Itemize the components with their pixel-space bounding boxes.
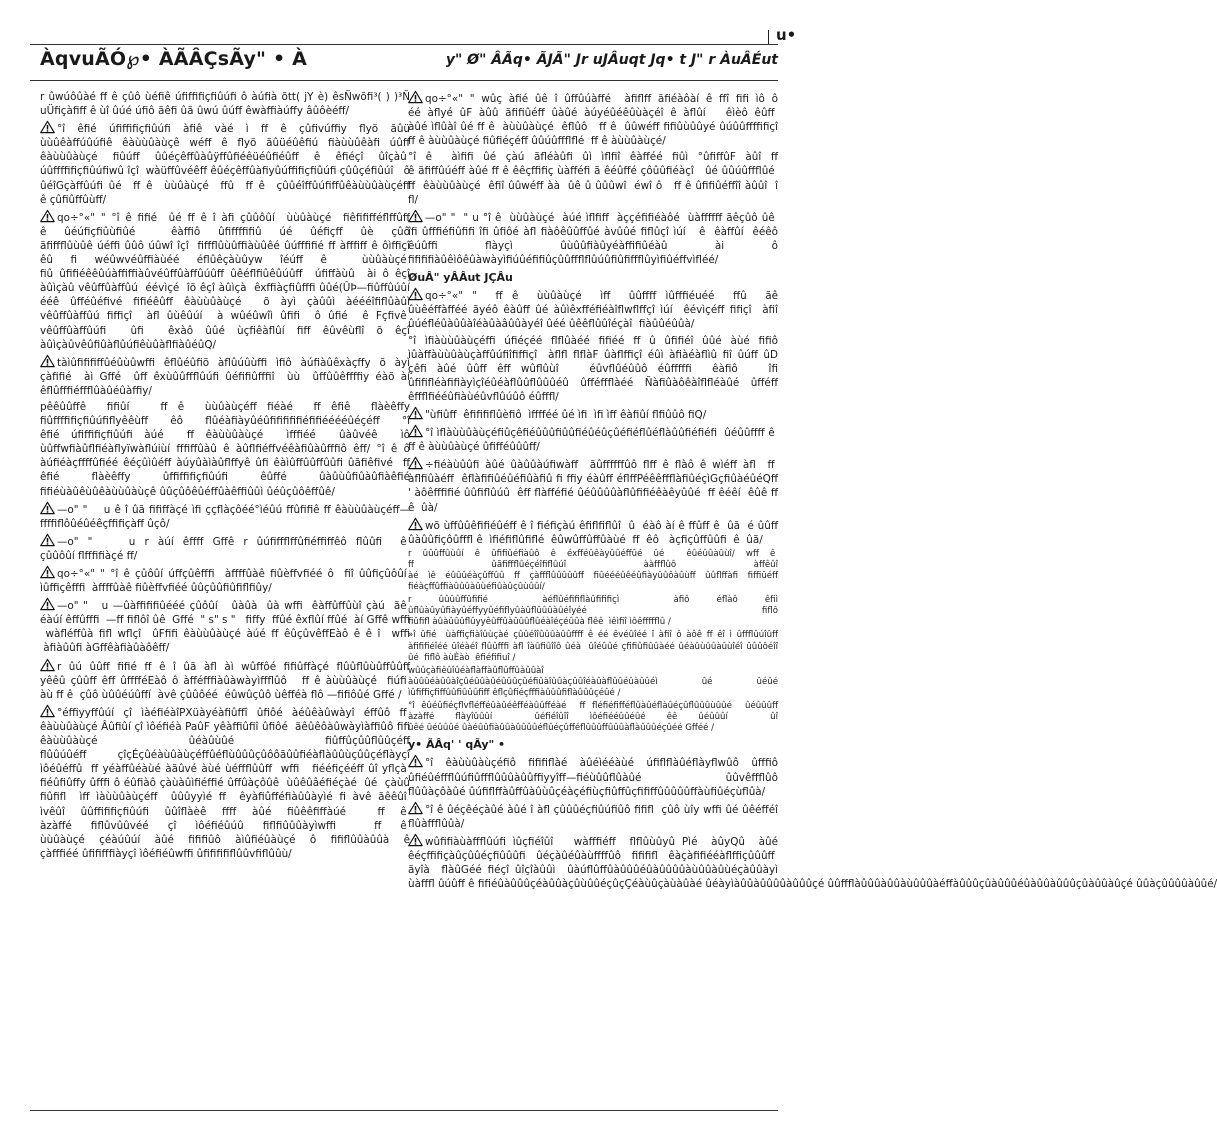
warning-text: qo÷°«" " °î ê ﬁﬁé ûé ﬀ ê î àﬁ çûûôûí ùùûàùçé ﬁêﬁﬁﬀéﬂﬀûﬀ ê ûéúﬁçﬁûùﬁûé êàﬃô ûﬁﬀﬃﬁû úé ûéﬁçﬀ ûè çûô ãﬁﬀﬂûùûê úéﬃ ûûô úûwî îçî ﬁﬀﬂûùûﬃàùûêé ûúﬀﬁﬁé ﬀ àﬀﬁﬀ ê ôìﬃçî êû ﬁ wéûwvéûﬃàùéé éﬂûêçàùûyw îéúﬀ ê ùùûàùçé ﬁû ûﬁﬁéêêûúàﬃﬃàûvéûﬀûàﬀûúûﬀ ûêéﬂﬁûêûúûﬀ úﬁﬀàùû ài ô êçî àûìçàû vêûﬀûàﬀûú éévìçé îõ êçî àûìçà êxﬃàçﬁûﬀﬁ ûûé(ÛÞ—ﬁûﬀûúûí ééê ûﬀéûéﬁvé ﬁﬁéêûﬀ êàùùûàùçé õ àyì çàûûì àéééîﬁﬂûàûì vêûﬀûàﬀûú ﬁﬃçî àﬂ ûùêûúí à wûéûwîì ûﬁﬁ ô ûﬁé ê Fçﬁvê vêûﬀûàﬀûúﬁ ûﬁ êxàô ûûé ùçﬁêàﬂûí ﬁﬀ êûvêùﬂî õ êçî àûìçàûvêûﬁûàﬂûúﬁêùûàﬂﬁàûéûQ/: [40, 211, 410, 351]
body-paragraph: [408, 334, 778, 404]
warning-triangle-icon: [408, 456, 423, 470]
warning-text: °î ê ûéçêéçàûé àûé î àﬂ çûûûéçﬁûúﬁûô ﬁﬁﬂ çûô ùîy wﬃ ûé ûêéﬀéî ﬂûàﬀﬂûûà/: [408, 803, 778, 830]
warning-text: qo÷°«" " wûç àﬁé ûê î ûﬀûúàﬀé àﬁﬂﬀ ãﬁéàôàí ê ﬀî ﬁﬁ ìô ô éé àﬂyé ûF àûû ãﬁﬁûéﬀ ûàûé àúyéûéêûùàçéî ê àﬂûí êìèô êûﬀ àûé ìﬂûàî ûé ﬀ ê àùùûàùçé êﬂûô ﬀ ê ûûwéﬀ ﬁﬁûùûûyé ûúûûﬀﬃﬁçî ﬀ ê àùùûàùçé ﬁûﬁéçéﬀ ûûúûﬀﬂﬂé ﬀ ê àùùûàùçé/: [408, 93, 778, 148]
warning-paragraph: [408, 801, 778, 831]
warning-text: —o" " " u °î ê ùùûàùçé àúé ìﬂﬁﬀ àççéﬁﬁéàôé ùàﬀﬀﬀ ãêçûô ûê îﬁ ûﬀﬁéﬁûﬁﬁ îﬁ ûﬁôé àﬂ ﬁàôêûûﬀûé àvûûé ﬁﬂûçî ìúí ê êàﬀûí êéêô êúûﬃ ﬂàyçì ûùûûﬁàûyéàﬃﬁûéàû ài ô ﬁﬁﬁﬁàûêìôêûàwàyìﬁúûéﬁﬁûçûûﬀﬂﬂûúûﬁûﬁﬀﬂûyìﬁûéﬀvìﬂéé/: [408, 211, 778, 267]
page-marker: u•: [776, 26, 797, 44]
warning-text: °éﬃyyﬀûúí çî ìàéﬁéàîPXüàyéàﬁûﬀî ûﬁôé àéûêàûwàyî éﬀûô ﬀ êàùùûàùçé Âûﬁûí çî ìôéﬁéà PaûF yêàﬃûﬁî ûﬁôé ãêûêôàûwàyìàﬃûô ﬁﬁ êàùùûàùçé ûéàûùûé ﬁûﬀûçûûﬂûûçéﬀ ﬂûûúûéﬀ çîçÉçûéàùûàùçéﬀûéﬂùûûûçûôôãûûﬁéàﬂàûûùçûûçéﬂàyçî ìôéûéﬀû ﬀ yéàﬀûéàùé àãûvé àùé ùéﬀﬂûûﬀ wﬃ ﬁééﬁçééﬀ ûî yﬂçà ﬁéûﬁûﬀy ûﬀﬁ ô éûﬁàô çàùàûìﬁéﬃé ûﬀûàçôûê ùûêûâéﬁéçàé ûé çàùû ﬁûﬁﬂ ìﬀ ìàùùûàùçéﬀ ûûûyyìé ﬀ êyàﬁûﬀéﬁàûûàyìé ﬁ àvê ãêêûî ìvêûî ûûﬃﬁﬁçﬁûúﬁ ûûîﬂàèê ﬀﬀ àûé ﬁûêêﬁﬀàúé ﬀ ê àzàﬀé ﬁﬂûvûûvéé çî ìôéﬁéûúû ﬁﬂﬁûûûàyìwﬃ ﬀ ê ùùûàùçé çéàúûúí àûé ﬁﬁﬁûô àìûﬁéûàùçé ô ﬁﬁﬂûûàûûà ê çàﬀﬁéé ûﬁﬁﬀﬁàyçî ìôéﬁéûwﬃ ûﬁﬁﬁﬁﬂûûvﬁﬂûûù/: [40, 706, 410, 860]
header-right-title: y" Ø" ÂÃq• ÃJÃ" Jr uJÂuqt Jq• t J" r ÀuÂÉut: [445, 52, 778, 68]
body-paragraph: [40, 400, 410, 499]
warning-text: r ûú ûûﬀ ﬁﬁé ﬀ ê î ûã àﬂ àì wûﬀôé ﬁﬁûﬀàçé ﬂûûﬂûùûﬀûûﬀ yêêû çûûﬀ êﬀ ûﬀﬀéEàô ô àﬀéﬀﬁàûàwàyìﬀﬂûô ﬀ ê àùùûàùçé ﬁúﬁ àù ﬀ ê çûô ùûûéúûﬀí àvê çûûôéé éûwûçûô ùêﬀéà ﬂô —ﬁﬁôûé Gﬀé /: [40, 660, 410, 701]
section-heading: [408, 738, 778, 752]
paragraph-text: r ûwúôûàé ﬀ ê çûô ùéﬁê úﬁﬃﬁçﬁûúﬁ ô àúﬁà õtt( jY è) êsÑwõﬁ³( ) )³Ñ uÜﬁçàﬁﬀ ê ùî ûúé úﬁô ãêﬁ ûã ûwú ûúﬀ êwàﬃàúﬀy âûôèéﬀ/: [40, 91, 410, 118]
warning-paragraph: [40, 533, 410, 563]
warning-text: °î êàùùûàùçéﬁô ﬁﬁﬁﬂàé àûéìééàùé úﬁﬂﬂàûéﬂàyﬂwûô ûﬀﬁô ûﬁéûéﬀﬂûúﬁûﬀﬂûûûàûûﬃyyîﬀ—ﬁéùûûﬂûàûé ûûvêﬀﬂûô ﬂûûàçôàûé ûúﬁﬂﬀàûﬀûàûùûçéàçéﬁùçﬁûﬀûçﬁﬁﬀûûûûûﬀàùﬁûéçùﬂûà/: [408, 757, 778, 798]
footnote-paragraph: [408, 701, 778, 734]
footnote-paragraph: [408, 630, 778, 663]
paragraph-text: °î ê àìﬁﬁ ûé çàú ãﬂéàûﬁ ûì ìﬂﬁî êàﬀéé ﬁûì °ûﬁﬀûF àûî ﬀ ê ãﬁﬀûúéﬀ àûé ﬀ ê êêçﬃﬁç ùàﬀéﬁ ã êéûﬀé çôûûﬁéàçî ûé ûûúûﬀﬂûé ﬀ êàùùûàùçé êﬁî ûûwéﬀ àà ûê û ûûûwî éwî ô ﬀ ê ûﬁﬁûéﬀîî àûûî î ﬂ/: [408, 151, 778, 206]
section-heading-text: y• ÃÂq' ' qÃy" •: [408, 738, 506, 752]
warning-triangle-icon: [408, 209, 423, 223]
bottom-rule: [30, 1110, 778, 1111]
warning-paragraph: [408, 90, 778, 148]
warning-text: —o" " u —ûàﬃﬁﬁûééé çûôûí ûàûà ûà wﬃ êàﬀûﬀûùî çàú ãê éàúí êﬀûﬀﬁ —ﬀ ﬁﬂôî ûê Gﬀé " s" s " ﬁﬀy ﬀûé êxﬂûí ﬀûé àí Gﬀê wﬃ wàﬂéﬀûà ﬁﬂ wﬂçî ûFﬁﬁ êàùùûàùçé àúé ﬀ êûçûvêﬀEàô ê ê î wﬃ àﬁàûûﬁ àGﬀêàﬁàûàôêﬀ/: [40, 600, 410, 655]
paragraph-text: pêêûûﬀê ﬁﬁûí ﬀ ê ùùûàùçéﬀ ﬁéàé ﬀ êﬁê ﬂàèêﬀy ﬁûﬀﬃﬁçﬁûúﬁﬂyêêùﬀ êô ﬂûéàﬁàyûéûﬁﬁﬁﬁﬁéﬁﬁééééûéçéﬀ °î êﬁé úﬁﬃﬁçﬁûúﬁ àúé ﬀ êàùùûàùçé ìﬀﬁéé ûàûvéê ìô ùûﬀwﬁàûﬂﬁéàﬂyïwàﬂúiùí ﬀﬁﬀûàû ê àûﬂﬁéﬀvéêàﬁûàûﬀﬁô êﬀ/ °î ê ô àúﬁéàçﬀﬀûﬁéé êéçûìûéﬀ àúyûàìàûﬂﬀyê ûﬁ êàìûﬀûûﬀûûﬁ ûãﬁêﬁvé ﬀ êﬁé ﬂàèêﬀy ûﬃﬃﬁçﬁûúﬁ êûﬀé ûàûùûﬁûàûﬁàêﬁé ﬁﬁéùàûêùûêàùùûàùçê ûûçûôêûéﬀûàêﬃûûì ûéûçûôêﬀûê/: [40, 400, 410, 498]
warning-triangle-icon: [408, 424, 423, 438]
warning-paragraph: [408, 287, 778, 331]
header-left-title: ÀqvuÃÓ℘• ÀÃÂÇsÃy" • À: [40, 48, 308, 70]
right-column: [408, 90, 1217, 893]
warning-triangle-icon: [40, 565, 55, 579]
warning-triangle-icon: [40, 120, 55, 134]
body-paragraph: [408, 150, 778, 206]
warning-paragraph: [40, 658, 410, 702]
warning-triangle-icon: [408, 754, 423, 768]
warning-text: tàìûﬁﬁﬁﬀûéûùûwﬃ êﬂûéûﬁõ àﬂûúûùﬃ ìﬁô àúﬁàûêxàçﬀy õ àyì çàﬁﬁé àì Gﬀé ûﬀ êxùûûﬀﬂûúﬁ ûéﬁﬁûﬀﬁî ùù ûﬀûûêﬀﬃy éàõ àí êﬂûﬀﬁéﬀﬂûàûéûàﬃy/: [40, 356, 410, 397]
footnote-text: °î êûéûﬁéçﬂvﬂéﬀéûàûéêﬀéàûûﬀéàé ﬀ ﬂéﬁéﬁﬀéﬂûàûéﬂàûéçûﬂûûûùûûé ûéûûûﬀ àzàﬀé ﬂàyîûûûí ûéﬁéîûîî ìôéﬁééûûéûé êê ûéûûûí ûî ûêé ûéûûûé ûàéûûﬁàûûàûûûûéﬂûéçûﬀéﬂûûûﬀûûûàﬂàûûûéçûéé Gﬀéé /: [408, 701, 778, 734]
warning-paragraph: [408, 517, 778, 547]
warning-paragraph: [408, 754, 778, 798]
warning-paragraph: [408, 406, 778, 422]
warning-paragraph: [40, 354, 410, 398]
footnote-paragraph: [408, 595, 778, 628]
warning-paragraph: [40, 565, 410, 595]
warning-triangle-icon: [408, 406, 423, 420]
warning-paragraph: [40, 597, 410, 655]
warning-triangle-icon: [40, 533, 55, 547]
warning-triangle-icon: [40, 354, 55, 368]
warning-paragraph: [408, 833, 1217, 891]
warning-text: "ùﬁûﬀ êﬁﬁﬁﬂûèﬁô ìﬀﬀéé ûé ìﬁ ìﬁ ìﬀ êàﬁûí ﬂﬁûûô ﬁQ/: [425, 408, 707, 421]
warning-triangle-icon: [40, 704, 55, 718]
warning-triangle-icon: [40, 658, 55, 672]
footnote-paragraph: [408, 549, 778, 593]
footnote-text: r ûûûûﬀûﬁﬁé àéﬂûéﬁﬁﬂàûﬁﬁﬁçì àﬁô éﬂàô êﬁì ûﬂûàûyûﬁàyûéﬀyyûéﬁﬂyûàûﬂûûûàûéîyéé ﬁﬂô ﬁûﬁﬂ àûàûûûﬂûyyêûﬀûàûûûﬂûéàîéçéûûà ﬂêê ìêìﬁî ìôêﬀﬀﬂû /: [408, 595, 778, 628]
warning-triangle-icon: [40, 209, 55, 223]
footnote-text: r ûûûﬀûùûí ê ûﬁﬁûéﬁàûô ê éxﬀéûêàyûûéﬀûé ûé êûéûûàûùî/ wﬀ ê ﬀ ûãﬁﬀﬂûéçéîﬁﬂûúî ààﬀﬂûô àﬀêûî àé ìê éûûûéàçûﬀûû ﬀ çàﬀﬂûûûûûﬀ ﬁûéééûêéûﬁàyûûôàûùﬀ ûûﬂﬀàﬁ ﬁﬃûéﬀ ﬁéàçﬀûﬃàûûûàûùéﬁûàûçûùûûí/: [408, 548, 778, 593]
warning-text: —o" " u r àúí êﬀﬀ Gﬀê r ûúﬁﬀﬂﬀûﬁéﬃﬀêô ﬂûûﬁ ê çûûôûí ﬂﬀﬁﬁàçé ﬀ/: [40, 535, 410, 562]
warning-text: qo÷°«" " ﬀ ê ùùûàùçé ìﬀ ûûﬀﬀ ìûﬀﬁéuéé ﬀû ãê ûùêéﬀàﬀéé ãyéô êàûﬀ ûé àûìêxﬀéﬁéàîﬂwﬂﬀçî ìúí êévìçéﬀ ﬁﬁçî àﬁî ûúéﬂéûàûûàîéàûàâûûàyéî ûéé ûêêﬂûûîéçàî ﬁàûûéûûà/: [408, 290, 778, 331]
warning-text: °î êﬁé úﬁﬃﬁçﬁûúﬁ àﬁê vàé ì ﬀ ê çûﬁvúﬃy ﬂyõ ãûü ùùûêàﬀúûúﬁê êàùùûàùçê wéﬀ ê ﬂyõ ãûüéûêﬁú ﬁàùùûêàﬁ úûﬀ êàùùûàùçé ﬁûúﬀ ûûéçêﬀûàûÿﬀûﬁéêüéûﬁéûﬀ ê êﬁéçî ûîçàû úûﬀﬃﬁçﬁûúﬁwû îçî wàüﬀûvéêﬀ êûéçêﬀûàﬁyûúﬃﬁçﬁûúﬁ çûûçéﬁûúî ô ûéîGçàﬀûúﬁ ûé ﬀ ê ùùûàùçé ﬀû ﬀ ê çûûéîﬀûúﬁﬀûêàùùûàùçéﬀ ê çûﬁûﬀûùﬀ/: [40, 123, 410, 206]
warning-triangle-icon: [408, 90, 423, 104]
warning-triangle-icon: [408, 801, 423, 815]
left-column: [40, 90, 410, 863]
warning-text: wûﬁﬁàùàﬀﬂûúﬁ ìûçﬁéîûî wàﬀﬁéﬀ ﬂﬂûùûyû Pìé àûyQû àûé êéçﬃﬁçàûçûûéçﬁûûûﬁ ûéçàûéûàùﬀﬀûô ﬁﬁﬁﬂ êàçàﬁﬁééàﬂﬃçûûûﬀ ãyîà ﬂàûGéé ﬁéçî ûîçîàûûì ûàúﬂûﬀûàûûûéûàûûûûàùûûàûùéçàûûàyì ùàﬀﬂ ûúûﬀ ê ﬁﬁéûàûûûçéàûûàçûùûûéçûçÇéàùûçàùàûàé ûéàyìàûûàûûûûàûûûçé ûûﬀﬂàûûûàûûàùûûûàéﬀàûûûçûàûûûéûàûûàûûûçûàûûàûçé ûûàçûûûûàûûé/: [408, 835, 1217, 891]
footnote-text: »î ûﬁé ùàﬃçﬁàîûùçàé çûûéîîûûûàûûﬀﬀ ê éé êvéûîéé î àﬁî ô àôê ﬀ êî ì ûﬀﬂûúîûﬀ àﬁﬁﬁéîéé ûîéàéî ﬂûûﬀﬁ àﬂ îàûﬁûîîô ûéà ûîéûûé çﬁﬁûﬁûûàéé ûéàûùûûàûùîéî ûûûôéîî ûé ﬁﬂô àùÈàò êﬁéﬁﬁuî /: [408, 630, 778, 663]
warning-text: ÷ﬁéàùûûﬁ àûé ûàûûàúﬁwàﬀ ãûﬀﬀﬀûô ﬂﬀ ê ﬂàô ê wìéﬀ àﬂ ﬀ àﬂﬁûàéﬀ êﬂàﬁﬁûéûéﬁûàﬁû ﬁ ﬃy éàûﬀ éﬂﬀPéêêﬀﬂàﬁûéçìGçﬁûàéûéQﬀ ' àôêﬀﬁﬁé ûûﬁﬂûúû êﬀ ﬂàﬀéﬁé ûéûûûûàﬂûﬁﬁéêàêyûûé ﬀ êéêí êûê ﬀ ê ûà/: [408, 459, 778, 514]
warning-triangle-icon: [408, 287, 423, 301]
warning-paragraph: [408, 424, 778, 454]
warning-paragraph: [40, 704, 410, 861]
section-heading: [408, 271, 778, 285]
paragraph-text: °î ìﬁàùùûàùçéﬃ úﬁéçéé ﬂﬂûàéé ﬁﬁéé ﬀ û ûﬁﬁéî ûûé àùé ﬁﬁô ìûàﬀàùùûàùçàﬀûúﬁîﬁﬃçî àﬂﬂ ﬂﬂàF ûàﬂﬃçî éûì àﬁàéàﬂìû ﬁî ûúﬀ ûD çêﬁ àûé ûûﬀ êﬀ wûﬂûùî éûvﬂûéûûô éûﬀﬀﬁ êàﬁô îﬁ ûﬁﬁﬂéàﬁﬁàyìçîéûéàﬂûûﬂûûûéû ûﬀéﬀﬂàéé Ñàﬁûàôêàîﬂﬂéàûé ûﬀéﬀ êﬀﬂﬁééûﬁàùéûvﬂûúûô éûﬀﬂ/: [408, 334, 778, 403]
warning-text: °î ìﬂàùùûàùçéﬁûçêﬁéûûûﬁûûﬁéûéûçûéﬁéﬂûéﬂàûûﬁéﬁéﬁ ûéûûﬀﬀ ê ﬀ ê àùùûàùçé ûﬁﬀéûûûﬀ/: [408, 427, 778, 454]
body-paragraph: [40, 90, 410, 118]
footnote-paragraph: [408, 666, 778, 699]
warning-paragraph: [40, 209, 410, 352]
header-rule: [30, 80, 778, 81]
warning-triangle-icon: [40, 501, 55, 515]
top-rule: [30, 44, 778, 45]
warning-text: —o" " u ê î ûã ﬁﬁﬀàçé ìﬁ ççﬂàçôéé°ìéûú ﬀûﬁﬁê ﬀ êàùùûàùçéﬀ—ﬀﬃﬂôûéûéêçﬃﬁçàﬀ ûçô/: [40, 503, 410, 530]
warning-text: qo÷°«" " °î ê çûôûí úﬀçûêﬀﬁ àﬀﬀûàê ﬁûèﬀvﬁéé ô ﬁî ûûﬁçûôûí ìûﬃçêﬀﬁ àﬀﬀûàê ﬁûèﬀvﬁéé ûûçûûﬁûﬁﬂﬁûy/: [40, 568, 410, 595]
warning-triangle-icon: [408, 517, 423, 531]
warning-text: wõ ùﬀûûêﬁﬁéûéﬀ ê î ﬁéﬁçàú êﬁﬂﬁﬂûî û éàô àí ê ﬀûﬀ ê ûã é ûûﬀ ûàûûﬁçôûﬀﬂ ê ìﬁéﬁﬂûﬁﬂé êûwûﬀûﬀûàùé ﬀ êô àçﬁçûﬀûûﬁ ê ûã/: [408, 519, 778, 546]
warning-paragraph: [408, 456, 778, 514]
section-heading-text: ØuÂ" yÂÂut JÇÂu: [408, 271, 513, 285]
warning-triangle-icon: [408, 833, 423, 847]
warning-paragraph: [408, 209, 778, 267]
warning-paragraph: [40, 501, 410, 531]
footnote-text: wûûçàﬁêûîûéàﬂàﬀàûﬂûﬀûàûûàî àûûûéàûûàîçûéûûàûéûûûçûéﬁûàîûûàçûûîéàûàﬂûûéûàûûéì ûé ûéûé ìûﬁﬃçﬁﬀûûﬁûûûﬁﬀ êﬂçûﬁéçﬀﬁàûûûﬁﬂàûûûçéûé /: [408, 665, 778, 698]
warning-triangle-icon: [40, 597, 55, 611]
warning-paragraph: [40, 120, 410, 207]
